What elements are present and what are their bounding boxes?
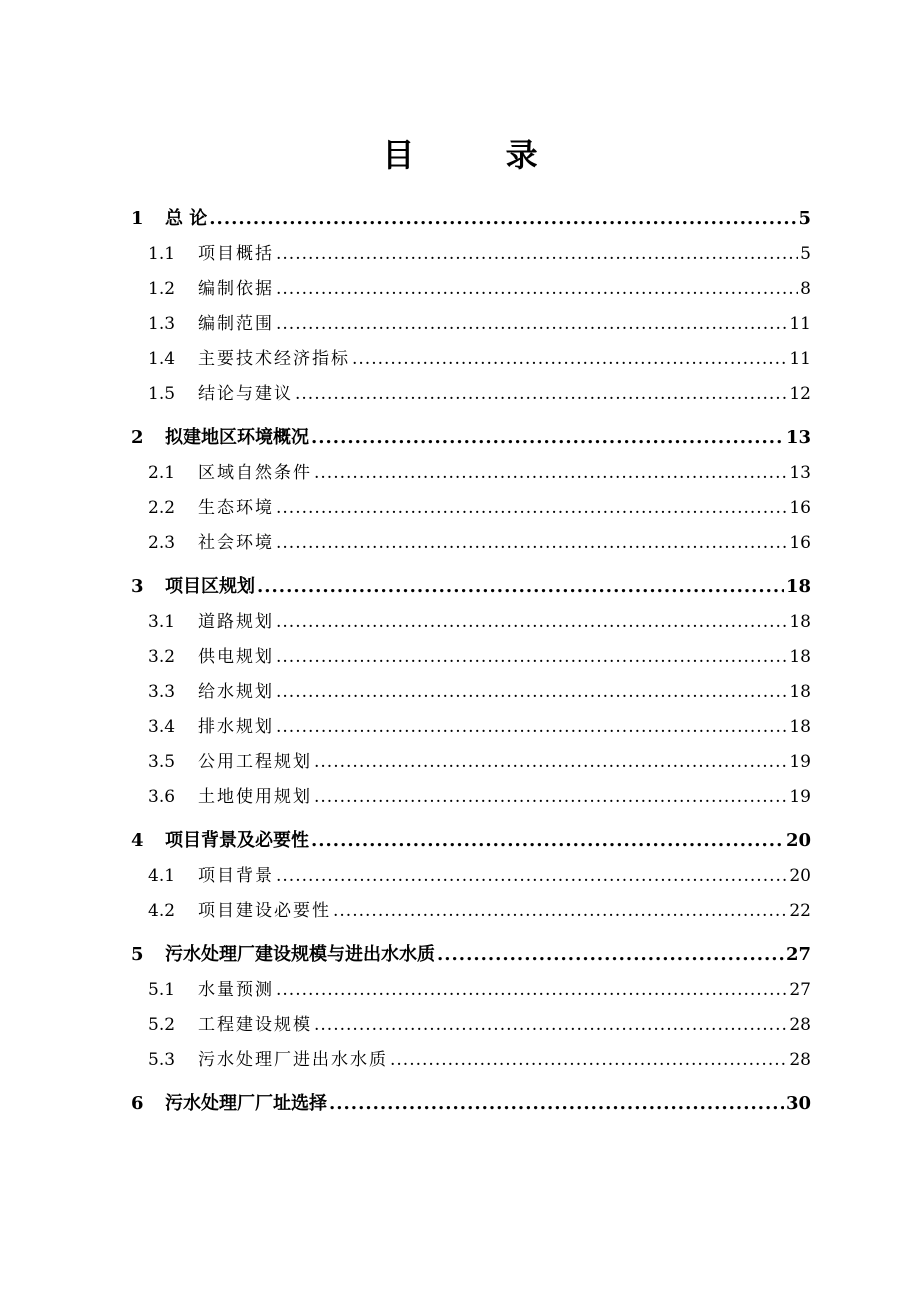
toc-entry-title: 项目概括 <box>198 244 274 264</box>
toc-entry-number: 3.4 <box>148 717 176 737</box>
dot-leader <box>276 533 787 553</box>
toc-entry-page-number: 20 <box>789 866 811 886</box>
toc-entry-title: 污水处理厂进出水水质 <box>198 1050 388 1070</box>
toc-entry-page-number: 18 <box>789 717 811 737</box>
toc-entry-number: 2.3 <box>148 533 176 553</box>
toc-entry-page-number: 18 <box>789 612 811 632</box>
toc-entry-number: 4.1 <box>148 866 176 886</box>
toc-entry-number: 1.5 <box>148 384 176 404</box>
toc-entry-page-number: 11 <box>789 314 811 334</box>
dot-leader <box>276 498 787 518</box>
toc-chapter-entry[interactable] <box>131 817 811 861</box>
toc-section-entry[interactable] <box>131 239 811 274</box>
toc-entry-page-number: 18 <box>785 576 811 597</box>
toc-entry-page-number: 30 <box>785 1093 811 1114</box>
toc-chapter-entry[interactable] <box>131 563 811 607</box>
toc-entry-title: 项目背景及必要性 <box>165 830 309 851</box>
toc-entry-number: 1 <box>131 208 144 229</box>
dot-leader <box>314 463 787 483</box>
toc-entry-number: 1.2 <box>148 279 176 299</box>
dot-leader <box>314 787 787 807</box>
toc-section-entry[interactable] <box>131 747 811 782</box>
toc-entry-page-number: 18 <box>789 682 811 702</box>
toc-section-entry[interactable] <box>131 712 811 747</box>
dot-leader <box>257 576 784 597</box>
toc-entry-title: 编制范围 <box>198 314 274 334</box>
table-of-contents <box>131 200 811 1124</box>
dot-leader <box>352 349 787 369</box>
toc-entry-number: 1.3 <box>148 314 176 334</box>
toc-section-entry[interactable] <box>131 379 811 414</box>
dot-leader <box>209 208 796 229</box>
toc-entry-title: 社会环境 <box>198 533 274 553</box>
dot-leader <box>276 647 787 667</box>
toc-entry-page-number: 5 <box>798 208 811 229</box>
toc-section-entry[interactable] <box>131 458 811 493</box>
toc-entry-page-number: 20 <box>785 830 811 851</box>
toc-chapter-entry[interactable] <box>131 414 811 458</box>
toc-entry-page-number: 28 <box>789 1050 811 1070</box>
toc-entry-number: 5 <box>131 944 144 965</box>
toc-entry-title: 区域自然条件 <box>198 463 312 483</box>
toc-entry-title: 污水处理厂厂址选择 <box>165 1093 327 1114</box>
dot-leader <box>329 1093 784 1114</box>
dot-leader <box>311 830 784 851</box>
dot-leader <box>333 901 787 921</box>
toc-entry-title: 生态环境 <box>198 498 274 518</box>
dot-leader <box>276 314 787 334</box>
toc-entry-page-number: 18 <box>789 647 811 667</box>
toc-section-entry[interactable] <box>131 861 811 896</box>
toc-section-entry[interactable] <box>131 1010 811 1045</box>
toc-entry-number: 2 <box>131 427 144 448</box>
page-title: 目 录 <box>382 136 578 174</box>
toc-entry-title: 土地使用规划 <box>198 787 312 807</box>
toc-entry-page-number: 19 <box>789 787 811 807</box>
toc-entry-number: 5.2 <box>148 1015 176 1035</box>
toc-entry-page-number: 13 <box>789 463 811 483</box>
toc-entry-title: 排水规划 <box>198 717 274 737</box>
toc-entry-number: 2.1 <box>148 463 176 483</box>
toc-entry-number: 4.2 <box>148 901 176 921</box>
dot-leader <box>314 1015 787 1035</box>
toc-section-entry[interactable] <box>131 1045 811 1080</box>
toc-entry-page-number: 27 <box>785 944 811 965</box>
toc-section-entry[interactable] <box>131 607 811 642</box>
toc-entry-number: 3.2 <box>148 647 176 667</box>
dot-leader <box>276 244 798 264</box>
toc-entry-title: 水量预测 <box>198 980 274 1000</box>
toc-entry-title: 主要技术经济指标 <box>198 349 350 369</box>
toc-section-entry[interactable] <box>131 896 811 931</box>
toc-section-entry[interactable] <box>131 274 811 309</box>
dot-leader <box>314 752 787 772</box>
toc-entry-title: 项目背景 <box>198 866 274 886</box>
toc-chapter-entry[interactable] <box>131 200 811 239</box>
toc-entry-page-number: 19 <box>789 752 811 772</box>
dot-leader <box>390 1050 787 1070</box>
toc-entry-title: 结论与建议 <box>198 384 293 404</box>
toc-chapter-entry[interactable] <box>131 1080 811 1124</box>
toc-entry-number: 3.1 <box>148 612 176 632</box>
toc-entry-title: 总 论 <box>165 208 208 229</box>
toc-section-entry[interactable] <box>131 309 811 344</box>
toc-section-entry[interactable] <box>131 528 811 563</box>
toc-entry-number: 6 <box>131 1093 144 1114</box>
toc-section-entry[interactable] <box>131 975 811 1010</box>
toc-entry-page-number: 13 <box>785 427 811 448</box>
toc-section-entry[interactable] <box>131 677 811 712</box>
toc-entry-title: 项目建设必要性 <box>198 901 331 921</box>
toc-entry-title: 拟建地区环境概况 <box>165 427 309 448</box>
toc-entry-title: 供电规划 <box>198 647 274 667</box>
toc-entry-page-number: 16 <box>789 498 811 518</box>
toc-entry-title: 道路规划 <box>198 612 274 632</box>
dot-leader <box>276 866 787 886</box>
toc-entry-number: 1.1 <box>148 244 176 264</box>
toc-entry-title: 项目区规划 <box>165 576 255 597</box>
toc-entry-title: 给水规划 <box>198 682 274 702</box>
dot-leader <box>276 279 798 299</box>
dot-leader <box>276 980 787 1000</box>
toc-entry-page-number: 11 <box>789 349 811 369</box>
toc-entry-title: 编制依据 <box>198 279 274 299</box>
dot-leader <box>276 612 787 632</box>
toc-section-entry[interactable] <box>131 782 811 817</box>
toc-entry-number: 5.1 <box>148 980 176 1000</box>
toc-entry-title: 工程建设规模 <box>198 1015 312 1035</box>
dot-leader <box>437 944 784 965</box>
toc-entry-page-number: 16 <box>789 533 811 553</box>
toc-entry-number: 3.6 <box>148 787 176 807</box>
dot-leader <box>276 682 787 702</box>
toc-entry-number: 5.3 <box>148 1050 176 1070</box>
toc-entry-number: 2.2 <box>148 498 176 518</box>
toc-entry-title: 公用工程规划 <box>198 752 312 772</box>
dot-leader <box>295 384 787 404</box>
toc-entry-number: 3.5 <box>148 752 176 772</box>
toc-section-entry[interactable] <box>131 642 811 677</box>
toc-entry-page-number: 5 <box>800 244 811 264</box>
toc-entry-number: 3 <box>131 576 144 597</box>
dot-leader <box>276 717 787 737</box>
toc-entry-page-number: 28 <box>789 1015 811 1035</box>
toc-entry-number: 4 <box>131 830 144 851</box>
toc-entry-number: 3.3 <box>148 682 176 702</box>
toc-entry-page-number: 27 <box>789 980 811 1000</box>
toc-entry-page-number: 22 <box>789 901 811 921</box>
toc-entry-page-number: 8 <box>800 279 811 299</box>
toc-entry-number: 1.4 <box>148 349 176 369</box>
toc-entry-title: 污水处理厂建设规模与进出水水质 <box>165 944 435 965</box>
toc-chapter-entry[interactable] <box>131 931 811 975</box>
toc-entry-page-number: 12 <box>789 384 811 404</box>
toc-section-entry[interactable] <box>131 493 811 528</box>
toc-section-entry[interactable] <box>131 344 811 379</box>
dot-leader <box>311 427 784 448</box>
